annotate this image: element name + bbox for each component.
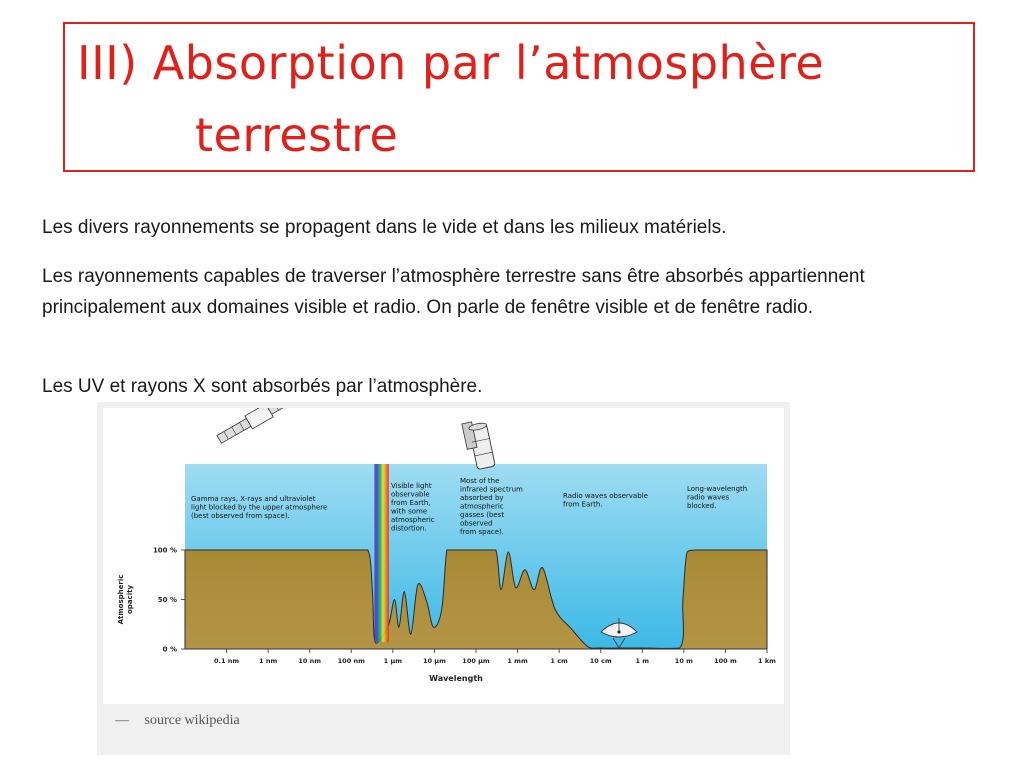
y-tick-label: 50 % [157,596,177,604]
x-tick-label: 10 nm [298,657,322,665]
x-tick-label: 1 km [758,657,776,665]
annotation-gamma-rays: Gamma rays, X-rays and ultraviolet light blocked by the upper atmosphere (best observed from space). [191,495,328,520]
x-tick-label: 1 m [635,657,650,665]
x-tick-label: 100 µm [462,657,490,665]
page-title-line-2: terrestre [195,108,399,162]
figure-caption [115,713,240,729]
paragraph-1: Les divers rayonnements se propagent dans le vide et dans les milieux matériels. [42,217,727,238]
x-tick-label: 10 m [674,657,693,665]
x-tick-label: 0.1 nm [213,657,240,665]
paragraph-3: Les UV et rayons X sont absorbés par l’atmosphère. [42,376,483,397]
x-axis-label: Wavelength [429,674,483,683]
satellite-icon [216,408,303,446]
annotation-long-wavelength: Long-wavelength radio waves blocked. [687,485,748,510]
annotation-infrared: Most of the infrared spectrum absorbed by atmospheric gasses (best observed from space). [460,477,523,536]
x-tick-label: 100 nm [337,657,365,665]
y-axis-label: Atmosphericopacity [117,574,134,625]
x-tick-label: 1 mm [507,657,528,665]
x-tick-label: 1 nm [259,657,278,665]
y-tick-label: 100 % [152,546,177,555]
page-title-line-1: III) Absorption par l’atmosphère [77,36,825,90]
x-tick-label: 100 m [714,657,737,665]
annotation-visible-light: Visible light observable from Earth, with some atmospheric distortion. [391,482,435,533]
x-tick-label: 1 cm [550,657,568,665]
visible-spectrum-band [374,464,388,642]
x-tick-label: 10 cm [589,657,612,665]
paragraph-2: Les rayonnements capables de traverser l’atmosphère terrestre sans être absorbés appartiennent principalement aux domaines visible et radio. On parle de fenêtre visible et de fenêtre radio. [42,266,865,318]
space-telescope-icon [462,419,495,471]
x-tick-label: 10 µm [422,657,446,665]
caption-text: source wikipedia [144,713,240,728]
figure-image [103,408,784,704]
opacity-chart [103,408,784,704]
title-box [63,22,975,172]
caption-dash: — [115,713,129,728]
y-tick-label: 0 % [162,645,177,654]
annotation-radio-waves: Radio waves observable from Earth. [563,492,648,509]
x-tick-label: 1 µm [383,657,403,665]
figure-frame [97,402,790,755]
